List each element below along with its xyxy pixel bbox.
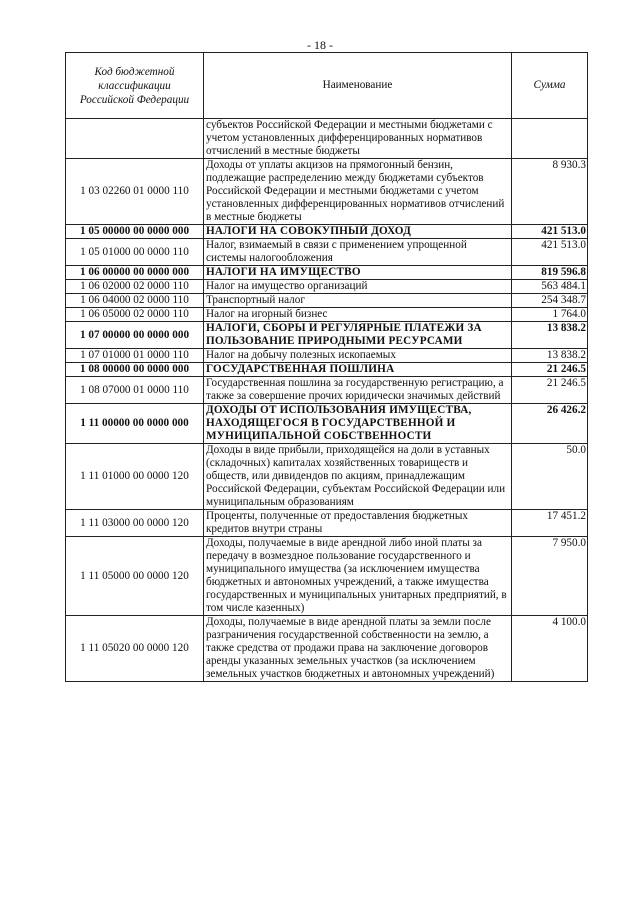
table-row bbox=[66, 159, 588, 225]
row-name: НАЛОГИ НА СОВОКУПНЫЙ ДОХОД bbox=[204, 225, 512, 239]
table-row bbox=[66, 444, 588, 510]
budget-revenue-table bbox=[65, 52, 588, 682]
row-name: Проценты, полученные от предоставления бюджетных кредитов внутри страны bbox=[204, 510, 512, 537]
table-row bbox=[66, 404, 588, 444]
row-sum: 17 451.2 bbox=[512, 510, 588, 537]
table-body bbox=[66, 119, 588, 682]
row-sum: 4 100.0 bbox=[512, 616, 588, 682]
row-sum: 21 246.5 bbox=[512, 363, 588, 377]
row-code: 1 07 00000 00 0000 000 bbox=[66, 322, 204, 349]
header-name: Наименование bbox=[204, 53, 512, 119]
table-row bbox=[66, 280, 588, 294]
row-code bbox=[66, 119, 204, 159]
table-row bbox=[66, 266, 588, 280]
table-row bbox=[66, 616, 588, 682]
row-sum bbox=[512, 119, 588, 159]
table-row bbox=[66, 225, 588, 239]
table-header-row bbox=[66, 53, 588, 119]
row-name: субъектов Российской Федерации и местными бюджетами с учетом установленных дифференцированных нормативов отчислений в местные бюджеты bbox=[204, 119, 512, 159]
row-name: Доходы, получаемые в виде арендной либо иной платы за передачу в возмездное пользование государственного и муниципального имущества (за исключением имущества бюджетных и автономных учреждений, а также имущества государственных и муниципальных унитарных предприятий, в том числе казенных) bbox=[204, 537, 512, 616]
row-code: 1 05 00000 00 0000 000 bbox=[66, 225, 204, 239]
row-sum: 13 838.2 bbox=[512, 322, 588, 349]
table-row bbox=[66, 322, 588, 349]
row-sum: 819 596.8 bbox=[512, 266, 588, 280]
row-sum: 8 930.3 bbox=[512, 159, 588, 225]
row-code: 1 03 02260 01 0000 110 bbox=[66, 159, 204, 225]
table-row bbox=[66, 119, 588, 159]
table-row bbox=[66, 308, 588, 322]
row-name: Доходы от уплаты акцизов на прямогонный бензин, подлежащие распределению между бюджетами субъектов Российской Федерации и местными бюджетами с учетом установленных дифференцированных нормативов отчислений в местные бюджеты bbox=[204, 159, 512, 225]
table-row bbox=[66, 537, 588, 616]
row-sum: 421 513.0 bbox=[512, 239, 588, 266]
row-name: ДОХОДЫ ОТ ИСПОЛЬЗОВАНИЯ ИМУЩЕСТВА, НАХОДЯЩЕГОСЯ В ГОСУДАРСТВЕННОЙ И МУНИЦИПАЛЬНОЙ СОБСТВЕННОСТИ bbox=[204, 404, 512, 444]
row-code: 1 08 00000 00 0000 000 bbox=[66, 363, 204, 377]
row-name: Государственная пошлина за государственную регистрацию, а также за совершение прочих юридически значимых действий bbox=[204, 377, 512, 404]
row-code: 1 08 07000 01 0000 110 bbox=[66, 377, 204, 404]
row-sum: 13 838.2 bbox=[512, 349, 588, 363]
row-sum: 254 348.7 bbox=[512, 294, 588, 308]
header-code: Код бюджетной классификации Российской Федерации bbox=[66, 53, 204, 119]
row-sum: 421 513.0 bbox=[512, 225, 588, 239]
row-code: 1 05 01000 00 0000 110 bbox=[66, 239, 204, 266]
row-code: 1 07 01000 01 0000 110 bbox=[66, 349, 204, 363]
row-code: 1 11 05000 00 0000 120 bbox=[66, 537, 204, 616]
table-row bbox=[66, 510, 588, 537]
row-sum: 26 426.2 bbox=[512, 404, 588, 444]
row-name: ГОСУДАРСТВЕННАЯ ПОШЛИНА bbox=[204, 363, 512, 377]
row-code: 1 11 03000 00 0000 120 bbox=[66, 510, 204, 537]
row-name: Налог на добычу полезных ископаемых bbox=[204, 349, 512, 363]
table-row bbox=[66, 377, 588, 404]
table-row bbox=[66, 349, 588, 363]
row-code: 1 06 00000 00 0000 000 bbox=[66, 266, 204, 280]
table-row bbox=[66, 239, 588, 266]
header-sum: Сумма bbox=[512, 53, 588, 119]
row-sum: 1 764.0 bbox=[512, 308, 588, 322]
row-name: Доходы, получаемые в виде арендной платы за земли после разграничения государственной собственности на землю, а также средства от продажи права на заключение договоров аренды указанных земельных участков (за исключением земельных участков бюджетных и автономных учреждений) bbox=[204, 616, 512, 682]
table-row bbox=[66, 363, 588, 377]
row-sum: 50.0 bbox=[512, 444, 588, 510]
row-sum: 563 484.1 bbox=[512, 280, 588, 294]
row-code: 1 06 02000 02 0000 110 bbox=[66, 280, 204, 294]
row-code: 1 11 00000 00 0000 000 bbox=[66, 404, 204, 444]
row-sum: 21 246.5 bbox=[512, 377, 588, 404]
table-row bbox=[66, 294, 588, 308]
row-name: Налог, взимаемый в связи с применением упрощенной системы налогообложения bbox=[204, 239, 512, 266]
row-name: Доходы в виде прибыли, приходящейся на доли в уставных (складочных) капиталах хозяйственных товариществ и обществ, или дивидендов по акциям, принадлежащим Российской Федерации, субъектам Российской Федерации или муниципальным образованиям bbox=[204, 444, 512, 510]
page-number: - 18 - bbox=[307, 38, 333, 52]
row-name: Транспортный налог bbox=[204, 294, 512, 308]
row-name: НАЛОГИ НА ИМУЩЕСТВО bbox=[204, 266, 512, 280]
row-name: Налог на имущество организаций bbox=[204, 280, 512, 294]
row-code: 1 06 05000 02 0000 110 bbox=[66, 308, 204, 322]
row-name: Налог на игорный бизнес bbox=[204, 308, 512, 322]
row-name: НАЛОГИ, СБОРЫ И РЕГУЛЯРНЫЕ ПЛАТЕЖИ ЗА ПОЛЬЗОВАНИЕ ПРИРОДНЫМИ РЕСУРСАМИ bbox=[204, 322, 512, 349]
row-code: 1 06 04000 02 0000 110 bbox=[66, 294, 204, 308]
row-code: 1 11 05020 00 0000 120 bbox=[66, 616, 204, 682]
row-code: 1 11 01000 00 0000 120 bbox=[66, 444, 204, 510]
row-sum: 7 950.0 bbox=[512, 537, 588, 616]
